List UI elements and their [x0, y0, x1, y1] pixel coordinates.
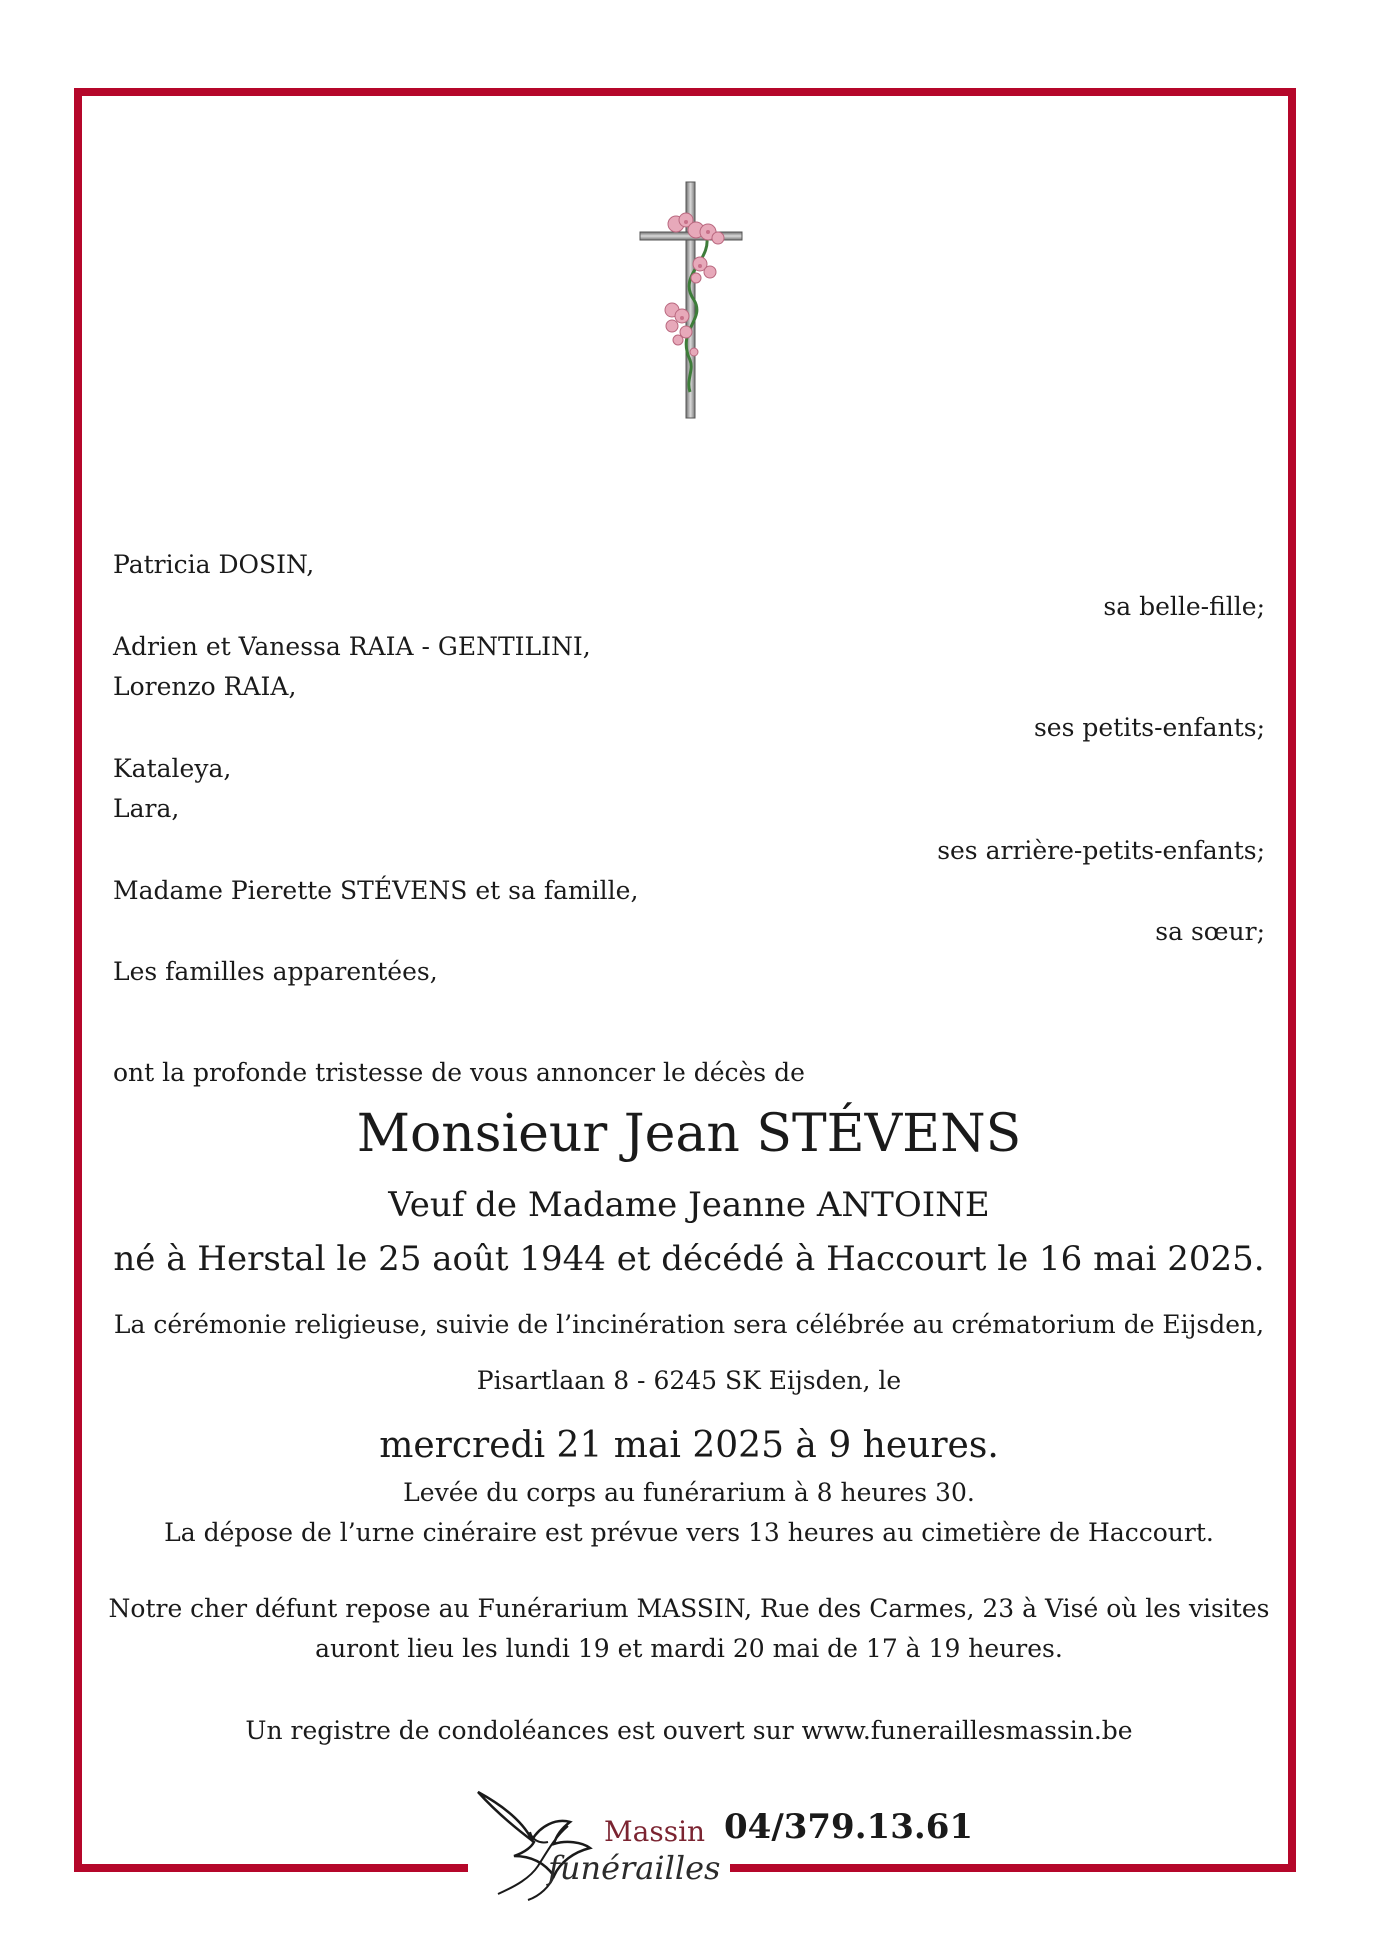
family-relation-4: sa sœur; — [1155, 917, 1265, 946]
family-line-2: Adrien et Vanessa RAIA - GENTILINI, — [113, 632, 591, 661]
birth-death-dates: né à Herstal le 25 août 1944 et décédé à Haccourt le 16 mai 2025. — [113, 1239, 1265, 1279]
family-relation-2: ses petits-enfants; — [1033, 713, 1265, 742]
ceremony-line-1: La cérémonie religieuse, suivie de l’incinération sera célébrée au crématorium de Eijsden, — [113, 1310, 1265, 1339]
family-line-3: Lorenzo RAIA, — [113, 672, 297, 701]
ceremony-address: Pisartlaan 8 - 6245 SK Eijsden, le — [476, 1366, 902, 1395]
family-line-5: Lara, — [113, 794, 180, 823]
registry-text: Un registre de condoléances est ouvert sur www.funeraillesmassin.be — [245, 1716, 1133, 1745]
phone-number: 04/379.13.61 — [724, 1807, 974, 1847]
widow-of: Veuf de Madame Jeanne ANTOINE — [388, 1185, 990, 1225]
family-line-1: Patricia DOSIN, — [113, 550, 315, 579]
announcement-text: ont la profonde tristesse de vous annoncer le décès de — [113, 1058, 805, 1087]
cross-with-flowers-icon — [636, 180, 746, 420]
visits-line-2: auront lieu les lundi 19 et mardi 20 mai de 17 à 19 heures. — [315, 1634, 1063, 1663]
ceremony-line-4: La dépose de l’urne cinéraire est prévue vers 13 heures au cimetière de Haccourt. — [164, 1518, 1214, 1547]
family-relation-1: sa belle-fille; — [1103, 592, 1265, 621]
deceased-name: Monsieur Jean STÉVENS — [356, 1104, 1022, 1164]
ceremony-date: mercredi 21 mai 2025 à 9 heures. — [379, 1425, 999, 1466]
family-line-4: Kataleya, — [113, 754, 232, 783]
logo-funerailles-text: funérailles — [548, 1849, 721, 1887]
family-line-6: Madame Pierette STÉVENS et sa famille, — [113, 876, 639, 905]
family-relation-3: ses arrière-petits-enfants; — [937, 836, 1265, 865]
family-line-7: Les familles apparentées, — [113, 957, 438, 986]
visits-line-1: Notre cher défunt repose au Funérarium MASSIN, Rue des Carmes, 23 à Visé où les visites — [108, 1594, 1270, 1623]
logo-massin-text: Massin — [604, 1815, 706, 1848]
ceremony-line-3: Levée du corps au funérarium à 8 heures 30. — [403, 1478, 975, 1507]
